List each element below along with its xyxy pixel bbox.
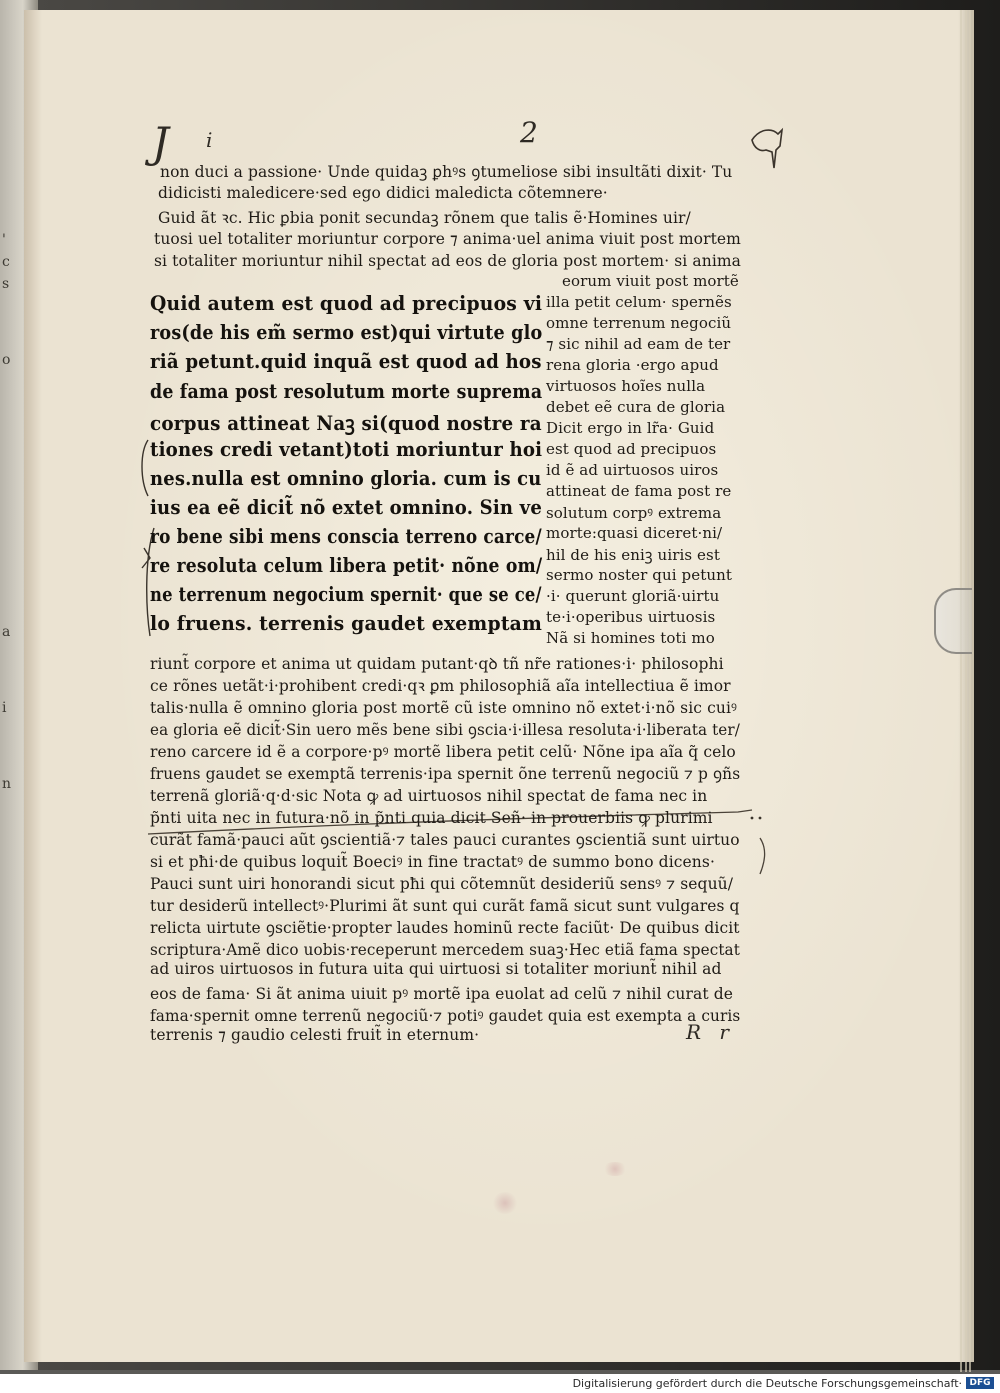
main-text-line: de fama post resolutum morte suprema: [150, 380, 543, 403]
manuscript-note-2: 2: [520, 116, 538, 149]
main-text-line: ro bene sibi mens conscia terreno carce/: [150, 525, 542, 548]
dfg-logo: DFG: [966, 1377, 994, 1389]
gloss-top-line: si totaliter moriuntur nihil spectat ad eos de gloria post mortem· si anima: [154, 252, 742, 270]
gloss-bottom-line: scriptura·Amẽ dico uobis·receperunt mercedem suaꝫ·Hec etiã fama spectat: [150, 941, 740, 959]
side-gloss-line: rena gloria ·ergo apud: [546, 356, 719, 374]
gloss-top-line: didicisti maledicere·sed ego didici maledicta cõtemnere·: [158, 184, 608, 202]
ink-stain: [602, 1162, 628, 1176]
side-gloss-line: solutum corpꝰ extrema: [546, 504, 722, 522]
main-text-line: nes.nulla est omnino gloria. cum is cu: [150, 467, 542, 490]
gloss-bottom-line: ea gloria eẽ dicit̃·Sin uero mẽs bene sibi ꝯscia·i·illesa resoluta·i·liberata ter/: [150, 721, 740, 739]
main-text-line: ne terrenum negocium spernit· que se ce/: [150, 583, 542, 606]
side-gloss-line: id ẽ ad uirtuosos uiros: [546, 461, 719, 479]
gloss-top-line: non duci a passione· Unde quidaꝫ ꝑhꝰs ꝯtumeliose sibi insultãti dixit· Tu: [160, 163, 733, 181]
side-gloss-line: morte:quasi diceret·ni/: [546, 524, 723, 542]
gloss-bottom-line: riunt̃ corpore et anima ut quidam putant·qꝺ tñ nr̃e rationes·i· philosophi: [150, 655, 724, 673]
gloss-bottom-line: fama·spernit omne terrenũ negociũ·⁊ potiꝰ gaudet quia est exempta a curis: [150, 1007, 741, 1025]
main-text-line: re resoluta celum libera petit· nõne om/: [150, 554, 543, 577]
gloss-bottom-line: curãt famã·pauci aũt ꝯscientiã·⁊ tales pauci curantes ꝯscientiã sunt uirtuo: [150, 831, 740, 849]
side-gloss-line: est quod ad precipuos: [546, 440, 717, 458]
side-gloss-line: ⁊ sic nihil ad eam de ter: [546, 335, 731, 353]
gloss-bottom-line: fruens gaudet se exemptã terrenis·ipa spernit õne terrenũ negociũ ⁊ p ꝯñs: [150, 765, 741, 783]
manuscript-note-j: J: [152, 118, 169, 167]
side-gloss-line: omne terrenum negociũ: [546, 314, 732, 332]
gloss-bottom-line: reno carcere id ẽ a corpore·pꝰ mortẽ libera petit celũ· Nõne ipa aĩa q̃ celo: [150, 743, 736, 761]
digitization-footer: [0, 1374, 1000, 1393]
gloss-bottom-line: si et pħi·de quibus loquit̃ Boeciꝰ in fine tractatꝰ de summo bono dicens·: [150, 853, 715, 871]
side-gloss-line: eorum viuit post mortẽ: [562, 272, 739, 290]
side-gloss-line: Dicit ergo in lr̃a· Guid: [546, 419, 715, 437]
gloss-bottom-line: p̃nti uita nec in futura·nõ in p̃nti quia dicit Señ· in prouerbiis ꝙ plurimi: [150, 809, 713, 827]
paper-clip: [934, 588, 972, 654]
main-text-line: corpus attineat Naꝫ si(quod nostre ra: [150, 412, 542, 435]
manuscript-signature: R r: [686, 1020, 735, 1044]
main-text-line: Quid autem est quod ad precipuos vi: [150, 292, 543, 315]
main-text-line: ius ea eẽ dicit̃ nõ extet omnino. Sin ve: [150, 496, 542, 519]
gloss-bottom-line: talis·nulla ẽ omnino gloria post mortẽ cũ iste omnino nõ extet·i·nõ sic cuiꝰ: [150, 699, 738, 717]
main-text-line: ros(de his em̃ sermo est)qui virtute glo: [150, 321, 543, 344]
manuscript-note-i: i: [206, 128, 213, 152]
side-gloss-line: debet eẽ cura de gloria: [546, 398, 726, 416]
side-gloss-line: Nã si homines toti mo: [546, 629, 715, 647]
gloss-bottom-line: tur desiderũ intellectꝰ·Plurimi ãt sunt qui curãt famã sicut sunt vulgares q: [150, 897, 740, 915]
gloss-bottom-line: Pauci sunt uiri honorandi sicut pħi qui cõtemnũt desideriũ sensꝰ ⁊ sequũ/: [150, 875, 734, 893]
gloss-bottom-line: relicta uirtute ꝯsciẽtie·propter laudes hominũ recte faciũt· De quibus dicit: [150, 919, 740, 937]
gloss-bottom-line: ce rõnes uetãt·i·prohibent credi·qꝛ ꝑm philosophiã aĩa intellectiua ẽ imor: [150, 677, 731, 695]
side-gloss-line: sermo noster qui petunt: [546, 566, 732, 584]
gloss-top-line: Guid ãt ꝛc. Hic ꝑbia ponit secundaꝫ rõnem que talis ẽ·Homines uir/: [158, 209, 691, 227]
side-gloss-line: virtuosos hoĩes nulla: [546, 377, 706, 395]
gloss-bottom-line: eos de fama· Si ãt anima uiuit pꝰ mortẽ ipa euolat ad celũ ⁊ nihil curat de: [150, 985, 734, 1003]
side-gloss-line: ·i· querunt gloriã·uirtu: [546, 587, 720, 605]
ink-stain: [492, 1192, 518, 1214]
previous-leaf-edge: ' c s o a i n: [0, 0, 38, 1370]
gloss-bottom-line: terrenã gloriã·q·d·sic Nota ꝙ ad uirtuosos nihil spectat de fama nec in: [150, 787, 708, 805]
side-gloss-line: te·i·operibus uirtuosis: [546, 608, 716, 626]
main-text-line: lo fruens. terrenis gaudet exemptam: [150, 612, 543, 635]
main-text-line: tiones credi vetant)toti moriuntur hoi: [150, 438, 543, 461]
gloss-bottom-line: terrenis ⁊ gaudio celesti fruit̃ in eternum·: [150, 1026, 480, 1044]
side-gloss-line: illa petit celum· spernẽs: [546, 293, 732, 311]
side-gloss-line: hil de his eniꝫ uiris est: [546, 546, 720, 564]
gloss-bottom-line: ad uiros uirtuosos in futura uita qui uirtuosi si totaliter moriunt̃ nihil ad: [150, 960, 722, 978]
footer-credit-text: Digitalisierung gefördert durch die Deutsche Forschungsgemeinschaft·: [572, 1377, 962, 1390]
gloss-top-line: tuosi uel totaliter moriuntur corpore ⁊ anima·uel anima viuit post mortem: [154, 230, 741, 248]
main-text-line: riã petunt.quid inquã est quod ad hos: [150, 350, 542, 373]
side-gloss-line: attineat de fama post re: [546, 482, 732, 500]
